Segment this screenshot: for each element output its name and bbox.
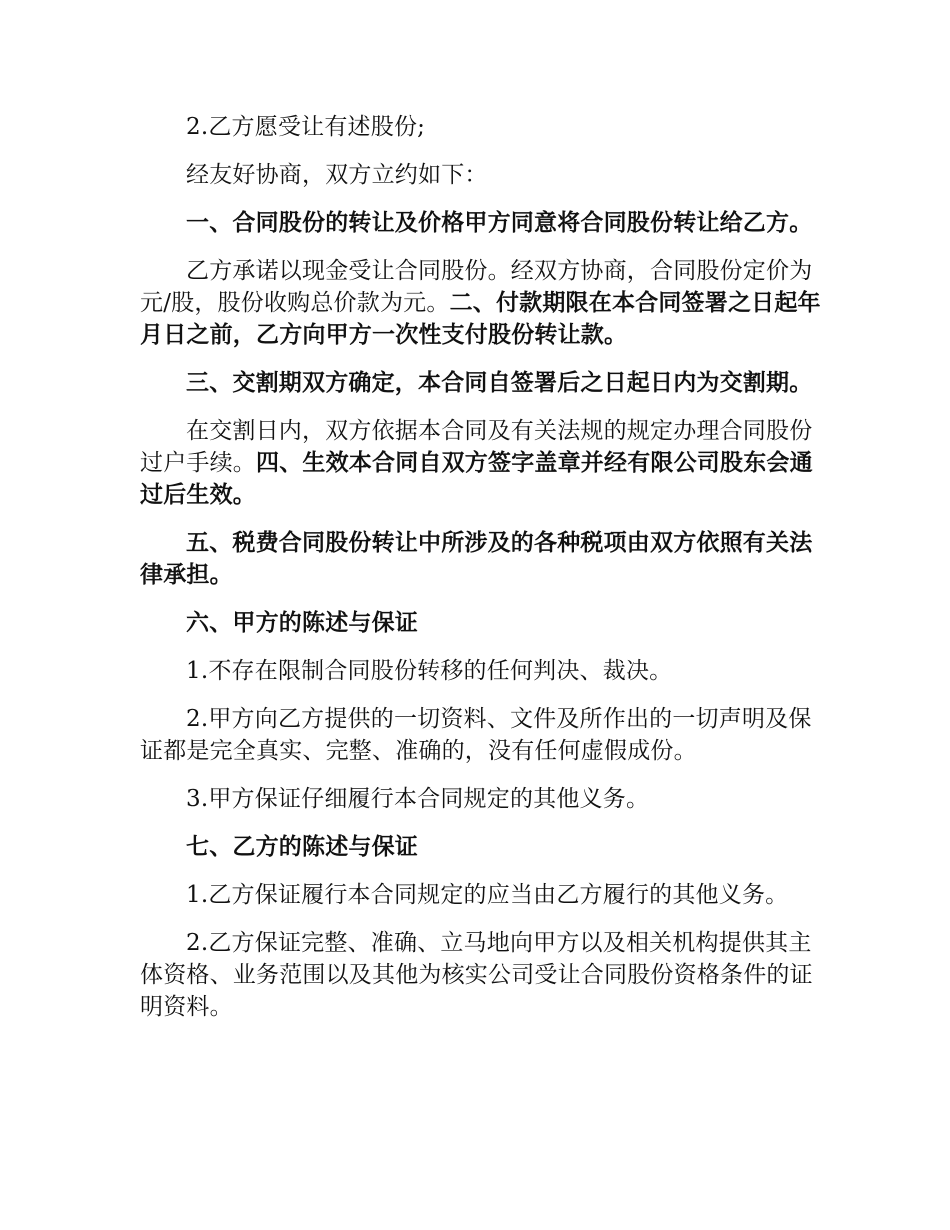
section-heading-3-text: 三、交割期双方确定，本合同自签署后之日起日内为交割期。 bbox=[186, 370, 813, 396]
section-heading-1 bbox=[140, 207, 830, 239]
paragraph-6-text: 在交割日内，双方依据本合同及有关法规的规定办理合同股份过户手续。 bbox=[140, 418, 813, 476]
section-heading-5 bbox=[140, 527, 830, 591]
paragraph-4-text: 乙方承诺以现金受让合同股份。经双方协商，合同股份定价为元/股，股份收购总价款为元。 bbox=[140, 258, 813, 316]
paragraph-11 bbox=[140, 783, 830, 815]
paragraph-14-text: 2.乙方保证完整、准确、立马地向甲方以及相关机构提供其主体资格、业务范围以及其他为核实公司受让合同股份资格条件的证明资料。 bbox=[140, 930, 813, 1020]
paragraph-13-text: 1.乙方保证履行本合同规定的应当由乙方履行的其他义务。 bbox=[186, 882, 789, 908]
section-heading-2-text: 二、付款期限在本合同签署之日起年月日之前，乙方向甲方一次性支付股份转让款。 bbox=[140, 290, 821, 348]
paragraph-10-text: 2.甲方向乙方提供的一切资料、文件及所作出的一切声明及保证都是完全真实、完整、准确的，没有任何虚假成份。 bbox=[140, 706, 812, 764]
paragraph-13 bbox=[140, 879, 830, 911]
section-heading-6-text: 六、甲方的陈述与保证 bbox=[186, 610, 418, 636]
paragraph-1 bbox=[140, 111, 830, 143]
paragraph-2 bbox=[140, 159, 830, 191]
document-body bbox=[140, 111, 830, 1039]
paragraph-1-text: 2.乙方愿受让有述股份; bbox=[186, 114, 426, 140]
paragraph-10 bbox=[140, 703, 830, 767]
paragraph-6 bbox=[140, 415, 830, 511]
section-heading-7-text: 七、乙方的陈述与保证 bbox=[186, 834, 418, 860]
paragraph-14 bbox=[140, 927, 830, 1023]
section-heading-4-text: 四、生效本合同自双方签字盖章并经有限公司股东会通过后生效。 bbox=[140, 450, 813, 508]
section-heading-7 bbox=[140, 831, 830, 863]
section-heading-1-text: 一、合同股份的转让及价格甲方同意将合同股份转让给乙方。 bbox=[186, 210, 813, 236]
paragraph-4 bbox=[140, 255, 830, 351]
paragraph-11-text: 3.甲方保证仔细履行本合同规定的其他义务。 bbox=[186, 786, 650, 812]
paragraph-2-text: 经友好协商，双方立约如下： bbox=[186, 162, 488, 188]
paragraph-9 bbox=[140, 655, 830, 687]
section-heading-5-text: 五、税费合同股份转让中所涉及的各种税项由双方依照有关法律承担。 bbox=[140, 530, 813, 588]
section-heading-3 bbox=[140, 367, 830, 399]
paragraph-9-text: 1.不存在限制合同股份转移的任何判决、裁决。 bbox=[186, 658, 673, 684]
section-heading-6 bbox=[140, 607, 830, 639]
